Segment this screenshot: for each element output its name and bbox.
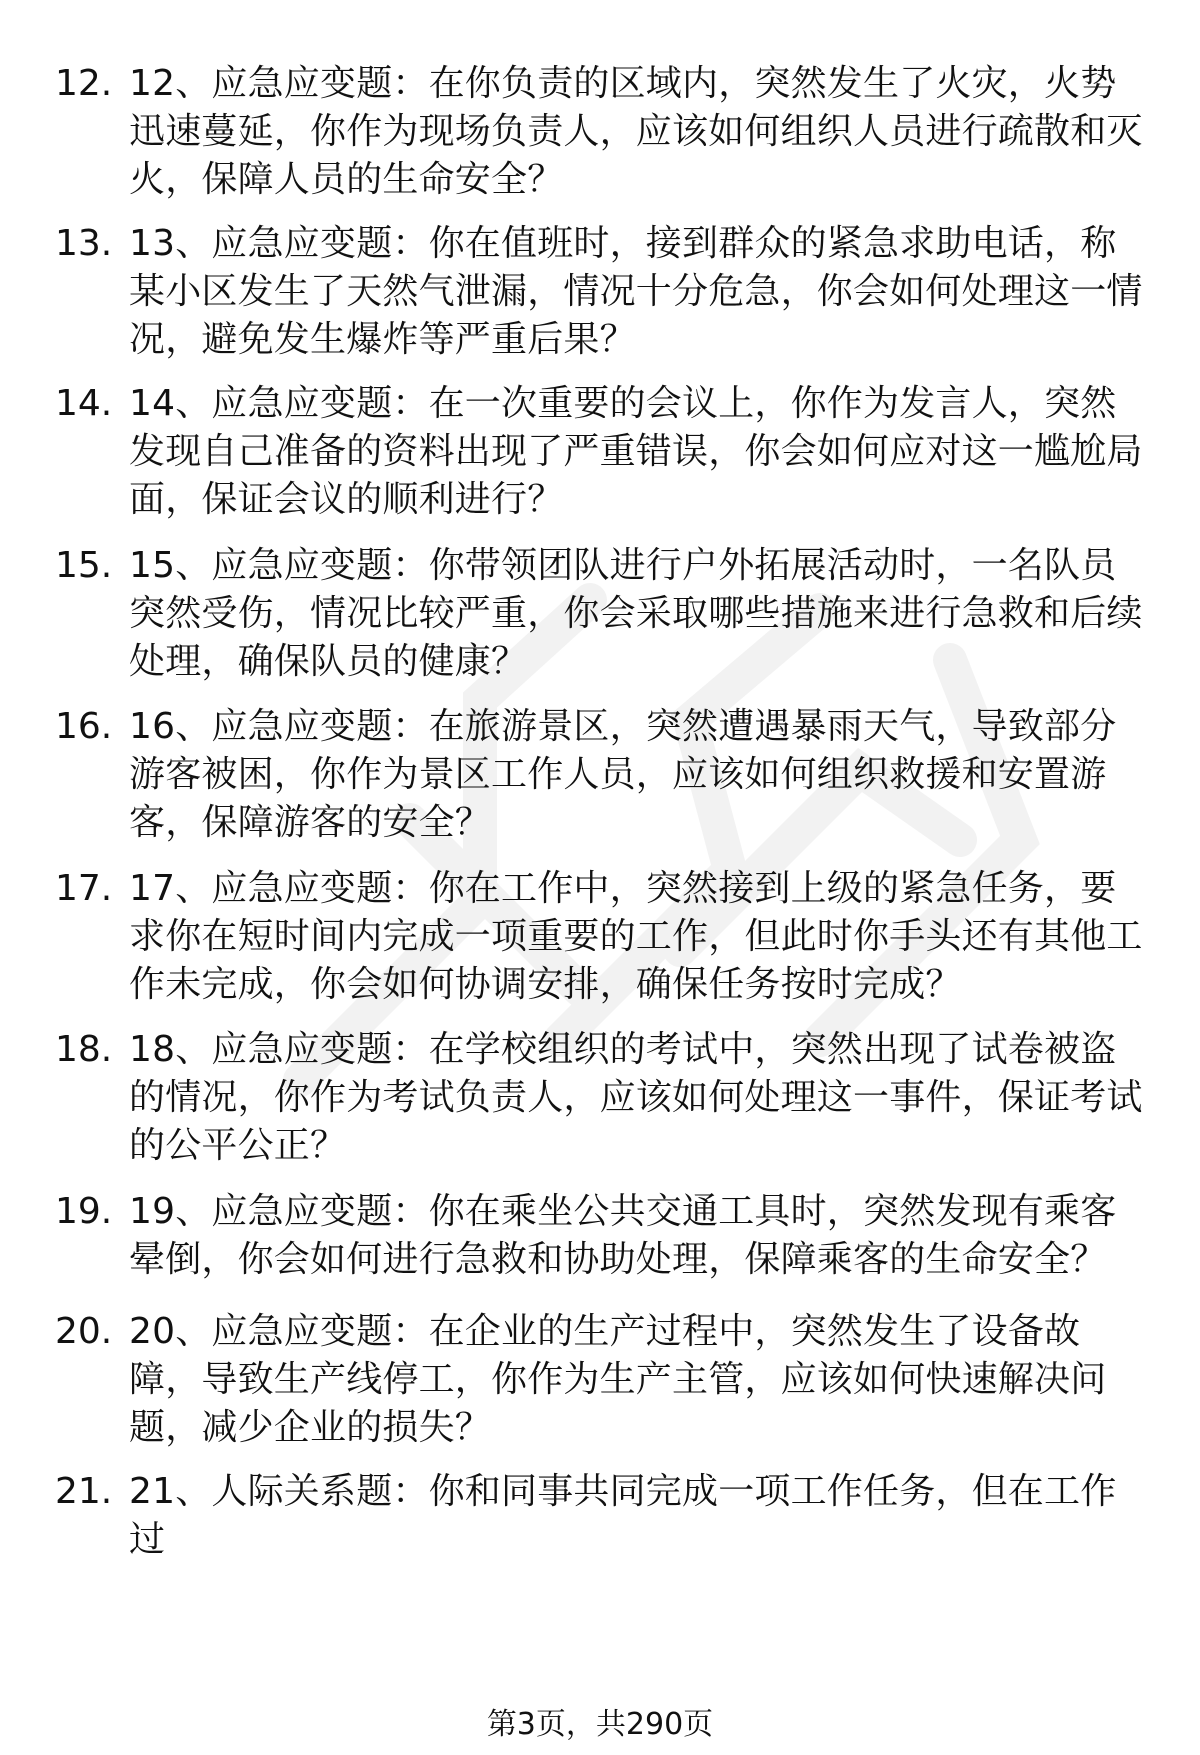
question-number: 21. [55, 1471, 113, 1512]
question-number: 15. [55, 545, 113, 586]
question-text: 14、应急应变题：在一次重要的会议上，你作为发言人，突然发现自己准备的资料出现了严重错误，你会如何应对这一尴尬局面，保证会议的顺利进行？ [129, 383, 1143, 520]
question-text: 12、应急应变题：在你负责的区域内，突然发生了火灾，火势迅速蔓延，你作为现场负责人，应该如何组织人员进行疏散和灭火，保障人员的生命安全？ [129, 63, 1143, 200]
question-text: 15、应急应变题：你带领团队进行户外拓展活动时，一名队员突然受伤，情况比较严重，你会采取哪些措施来进行急救和后续处理，确保队员的健康？ [129, 545, 1143, 682]
question-number: 16. [55, 706, 113, 747]
question-text: 17、应急应变题：你在工作中，突然接到上级的紧急任务，要求你在短时间内完成一项重要的工作，但此时你手头还有其他工作未完成，你会如何协调安排，确保任务按时完成？ [129, 868, 1143, 1005]
question-number: 17. [55, 868, 113, 909]
question-text: 16、应急应变题：在旅游景区，突然遭遇暴雨天气，导致部分游客被困，你作为景区工作人员，应该如何组织救援和安置游客，保障游客的安全？ [129, 706, 1117, 843]
question-number: 12. [55, 63, 113, 104]
question-number: 19. [55, 1191, 113, 1232]
question-number: 13. [55, 223, 113, 264]
question-text: 21、人际关系题：你和同事共同完成一项工作任务，但在工作过 [129, 1471, 1117, 1560]
question-text: 19、应急应变题：你在乘坐公共交通工具时，突然发现有乘客晕倒，你会如何进行急救和协助处理，保障乘客的生命安全？ [129, 1191, 1117, 1280]
question-text: 20、应急应变题：在企业的生产过程中，突然发生了设备故障，导致生产线停工，你作为生产主管，应该如何快速解决问题，减少企业的损失？ [129, 1311, 1107, 1448]
page-footer: 第3页，共290页 [486, 1707, 714, 1742]
question-text: 13、应急应变题：你在值班时，接到群众的紧急求助电话，称某小区发生了天然气泄漏，情况十分危急，你会如何处理这一情况，避免发生爆炸等严重后果？ [129, 223, 1143, 360]
question-number: 14. [55, 383, 113, 424]
question-text: 18、应急应变题：在学校组织的考试中，突然出现了试卷被盗的情况，你作为考试负责人，应该如何处理这一事件，保证考试的公平公正？ [129, 1029, 1143, 1166]
question-number: 18. [55, 1029, 113, 1070]
question-number: 20. [55, 1311, 113, 1352]
